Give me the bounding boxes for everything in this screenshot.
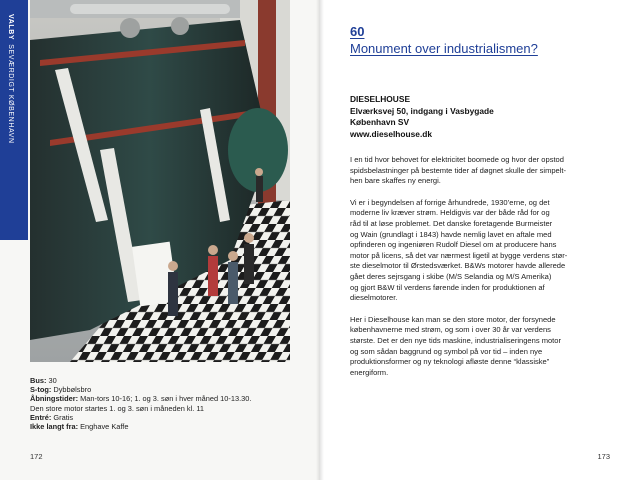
right-page — [320, 0, 640, 480]
article-body — [350, 155, 612, 389]
text-line: og som sådan baggrund og symbol på vor tid – inden nye — [350, 346, 543, 356]
paragraph-1 — [350, 155, 612, 187]
info-row-train — [30, 385, 300, 394]
text-line: I en tid hvor behovet for elektricitet boomede og hvor der opstod — [350, 155, 564, 164]
info-row-motor-start — [30, 404, 300, 413]
info-value: Man-tors 10-16; 1. og 3. søn i hver måned 10-13.30. — [78, 394, 252, 404]
entry-title: Monument over industrialismen? — [350, 41, 538, 56]
text-line: råd til at løse problemet. Det danske foretagende Burmeister — [350, 218, 553, 228]
text-line: Her i Dieselhouse kan man se den store motor, der forsynede — [350, 314, 556, 324]
info-value: Den store motor startes 1. og 3. søn i måneden kl. 11 — [30, 403, 205, 413]
info-value: Gratis — [51, 412, 74, 422]
info-row-nearby — [30, 422, 300, 431]
text-line: opfinderen og ingeniøren Rudolf Diesel om at producere hans — [350, 240, 557, 250]
info-label: Entré: — [30, 412, 52, 422]
text-line: og gjort B&W til verdens førende inden for produktionen af — [350, 282, 545, 292]
side-tab-district: VALBY — [7, 14, 14, 41]
paragraph-3 — [350, 315, 612, 379]
info-row-bus — [30, 376, 300, 385]
street-address: Elværksvej 50, indgang i Vasbygade — [350, 105, 494, 116]
text-line: Vi er i begyndelsen af forrige århundrede, 1930’erne, og det — [350, 197, 550, 207]
side-tab-section: SEVÆRDIGT KØBENHAVN — [7, 44, 14, 144]
info-label: Ikke langt fra: — [30, 422, 79, 432]
info-label: S-tog: — [30, 385, 52, 395]
info-row-hours — [30, 394, 300, 403]
text-line: energiform. — [350, 367, 389, 377]
side-tab — [0, 0, 28, 240]
text-line: københavnerne med strøm, og som i over 30 år var verdens — [350, 325, 551, 335]
text-line: dieselmotorer. — [350, 293, 398, 303]
text-line: største. Det er den nye tids maskine, industrialiseringens motor — [350, 335, 561, 345]
page-number-left: 172 — [30, 452, 43, 461]
venue-name: DIESELHOUSE — [350, 94, 411, 104]
text-line: og Wain (grundlagt i 1843) havde nemlig lavet en aftale med — [350, 229, 552, 239]
text-line: spidsbelastninger på bestemte tider af døgnet skulle der simpelt- — [350, 165, 567, 175]
info-row-entry — [30, 413, 300, 422]
info-label: Åbningstider: — [30, 394, 79, 404]
address-block — [350, 94, 494, 140]
engine-hall-photo — [30, 0, 290, 362]
visitor-info — [30, 376, 300, 431]
website: www.dieselhouse.dk — [350, 128, 433, 139]
book-gutter — [316, 0, 324, 480]
info-value: Enghave Kaffe — [78, 422, 129, 432]
text-line: motor på licens, så det var nærmest ligetil at bygge verdens stør- — [350, 250, 568, 260]
text-line: produktionsformer og ny teknologi afløste denne “klassiske” — [350, 357, 550, 367]
info-label: Bus: — [30, 376, 47, 385]
text-line: hen bare skaffes ny energi. — [350, 176, 441, 186]
text-line: gået deres sejrsgang i skibe (M/S Selandia og M/S Amerika) — [350, 271, 552, 281]
page-number-right: 173 — [597, 452, 610, 461]
info-value: Dybbølsbro — [51, 385, 92, 395]
info-value: 30 — [46, 376, 57, 385]
text-line: ste dieselmotor til Ørstedsværket. B&Ws motorer havde allerede — [350, 261, 566, 271]
entry-number: 60 — [350, 24, 365, 39]
paragraph-2 — [350, 198, 612, 304]
city: København SV — [350, 117, 410, 128]
side-tab-text — [7, 14, 14, 144]
text-line: moderne liv kræver strøm. Heldigvis var der både råd for og — [350, 208, 550, 218]
